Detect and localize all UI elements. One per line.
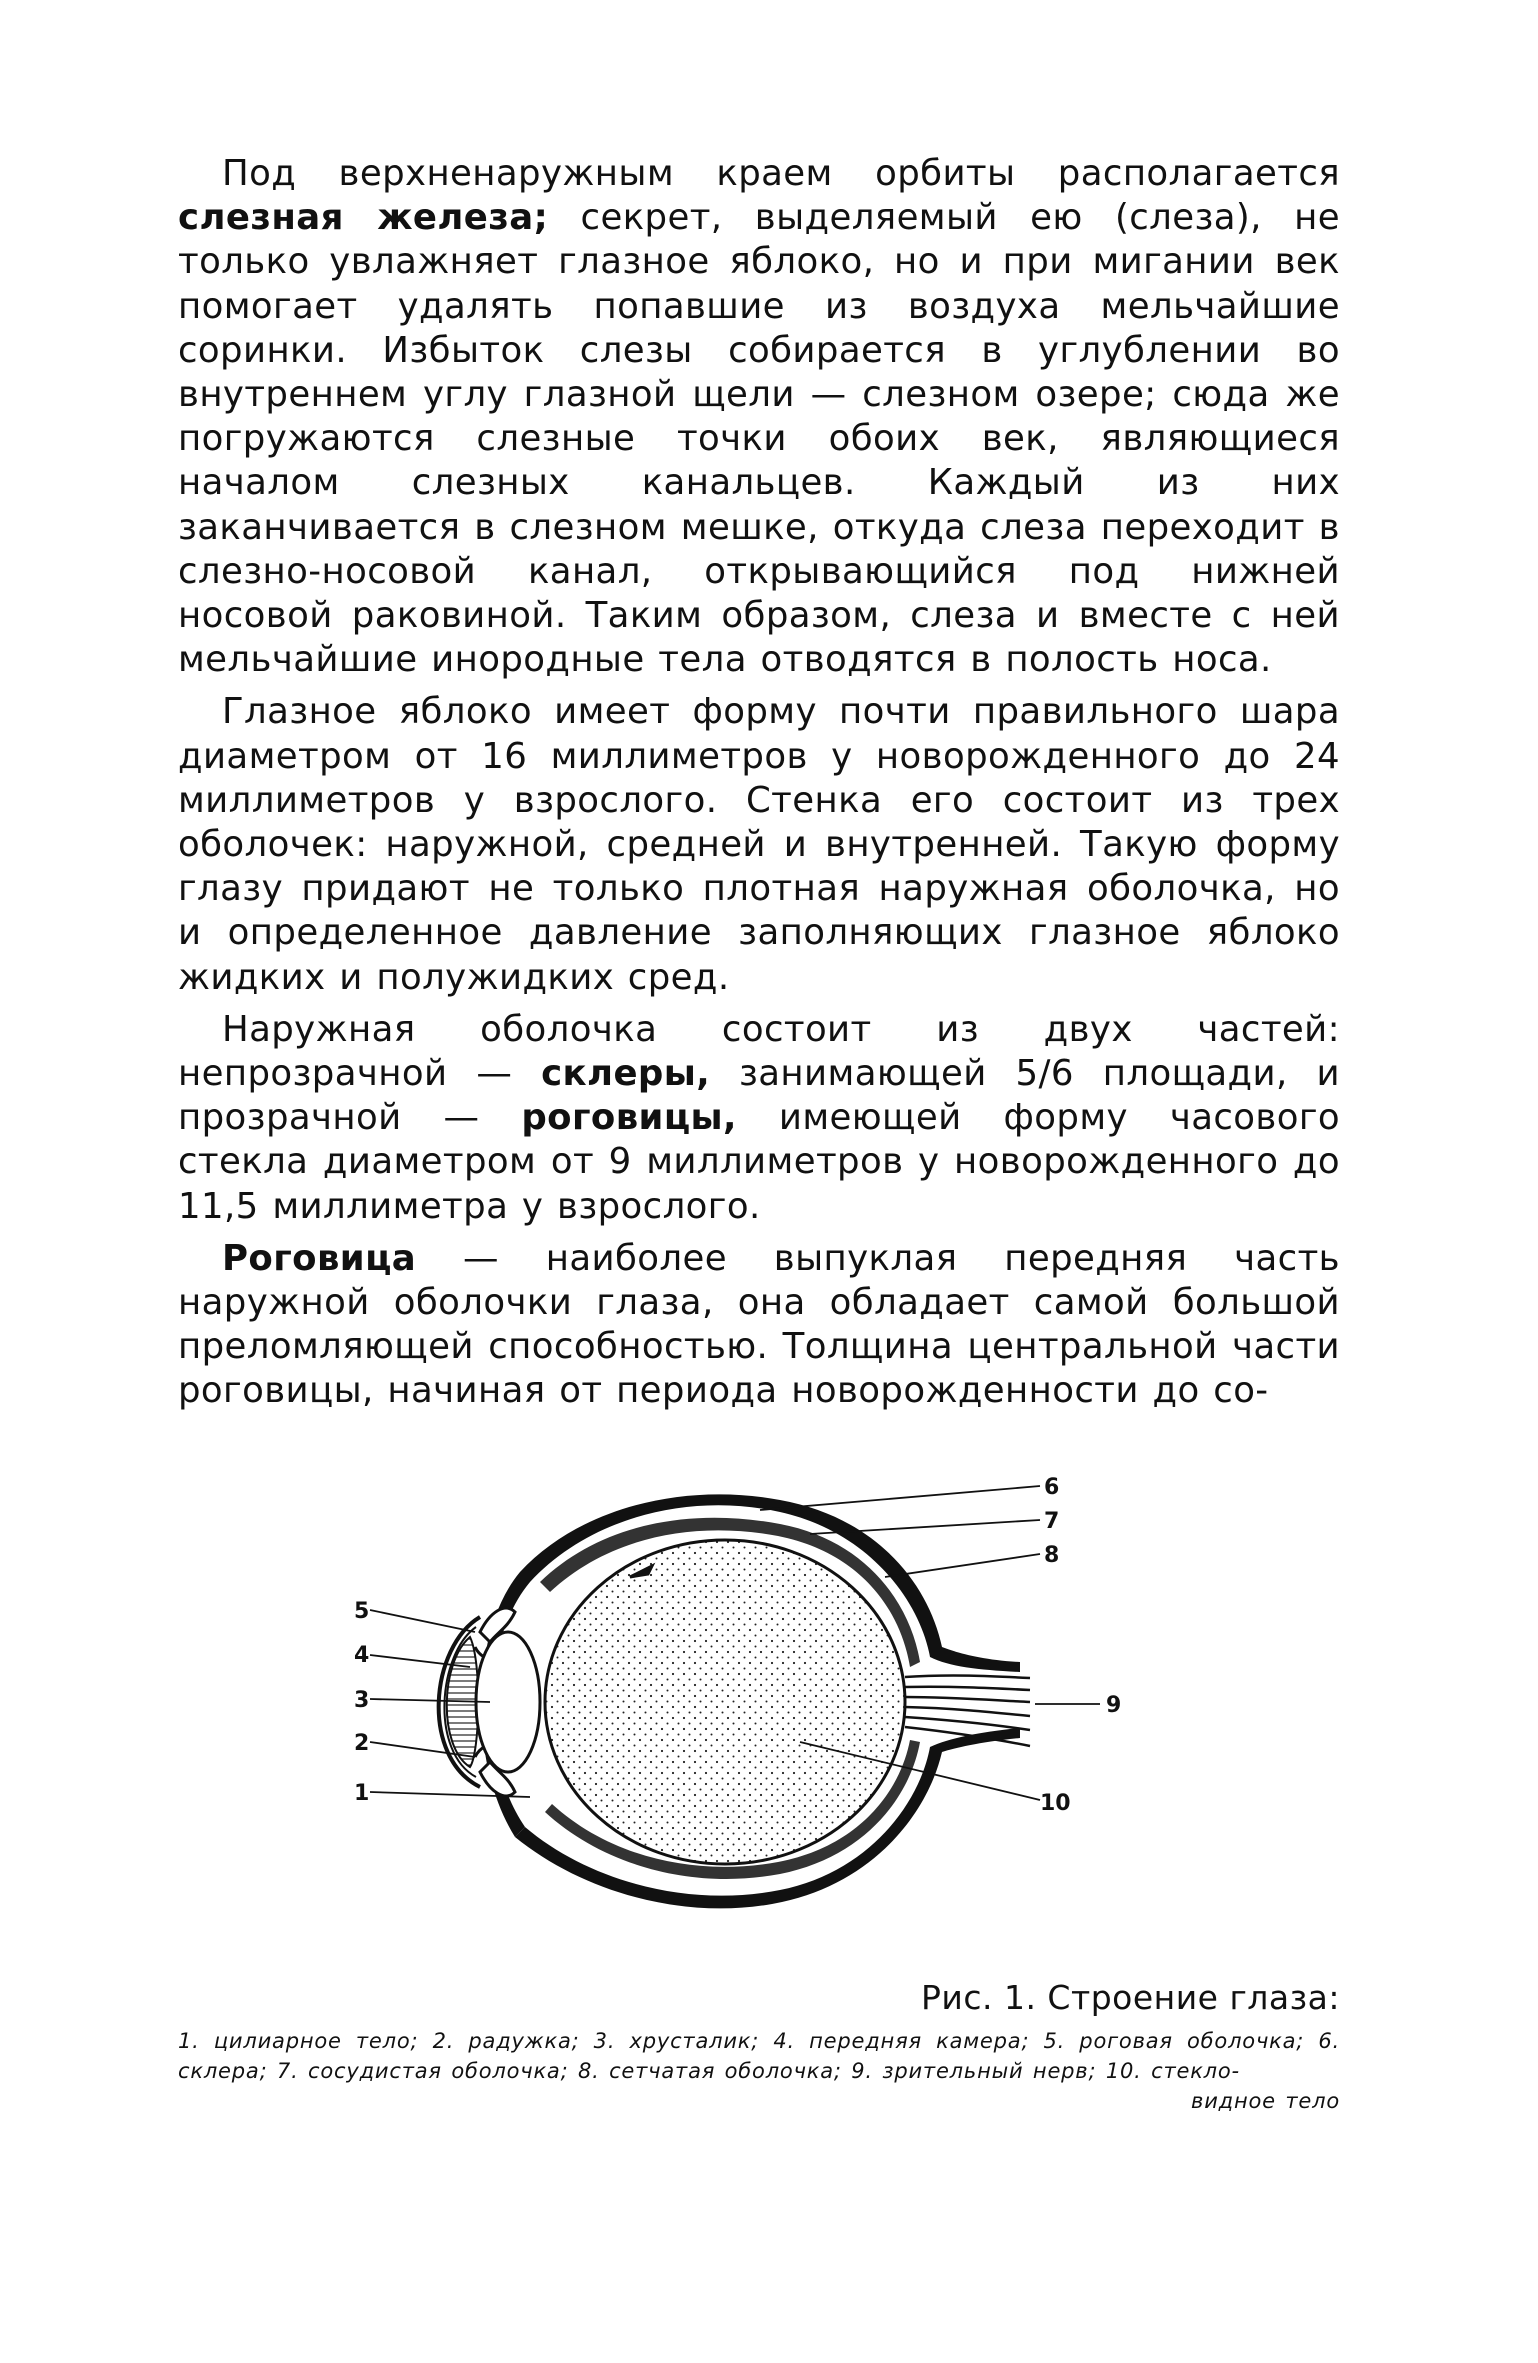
- label-5: 5: [354, 1599, 370, 1624]
- paragraph-lacrimal: Под верхненаружным краем орбиты располагается слезная железа; секрет, выделяемый ею (слеза), не только увлажняет глазное яблоко, но и при мигании век помогает удалять попавшие из воздуха мельчайшие соринки. Избыток слезы собирается в углублении во внутреннем углу глазной щели — слезном озере; сюда же погружаются слезные точки обоих век, являющиеся началом слезных канальцев. Каждый из них заканчивается в слезном мешке, откуда слеза переходит в слезно-носовой канал, открывающийся под нижней носовой раковиной. Таким образом, слеза и вместе с ней мельчайшие инородные тела отводятся в полость носа.: [178, 153, 1340, 681]
- term-sclera: склеры,: [541, 1053, 711, 1095]
- term-cornea: роговицы,: [521, 1097, 737, 1139]
- label-7: 7: [1044, 1509, 1060, 1534]
- label-3: 3: [354, 1688, 370, 1713]
- label-8: 8: [1044, 1543, 1060, 1568]
- paragraph-cornea: Роговица — наиболее выпуклая передняя часть наружной оболочки глаза, она обладает самой большой преломляющей способностью. Толщина центральной части роговицы, начиная от периода новорожденности до со-: [178, 1237, 1340, 1412]
- term-cornea-heading: Роговица: [222, 1237, 417, 1279]
- label-4: 4: [354, 1643, 370, 1668]
- label-6: 6: [1044, 1475, 1060, 1500]
- term-lacrimal-gland: слезная железа;: [178, 197, 549, 239]
- body-text: [178, 152, 1340, 1422]
- label-2: 2: [354, 1731, 370, 1756]
- eye-diagram-svg: [330, 1462, 1170, 1942]
- label-9: 9: [1106, 1693, 1122, 1718]
- paragraph-eyeball: Глазное яблоко имеет форму почти правильного шара диаметром от 16 миллиметров у новорожденного до 24 миллиметров у взрослого. Стенка его состоит из трех оболочек: наружной, средней и внутренней. Такую форму глазу придают не только плотная наружная оболочка, но и определенное давление заполняющих глазное яблоко жидких и полужидких сред.: [178, 691, 1340, 998]
- vitreous-body: [545, 1540, 905, 1864]
- figure-caption-legend: 1. цилиарное тело; 2. радужка; 3. хрусталик; 4. передняя камера; 5. роговая оболочка; 6. склера; 7. сосудистая оболочка; 8. сетчатая оболочка; 9. зрительный нерв; 10. стекло- видное тело: [178, 2029, 1340, 2113]
- label-1: 1: [354, 1781, 370, 1806]
- paragraph-outer-shell: Наружная оболочка состоит из двух частей: непрозрачной — склеры, занимающей 5/6 площади, и прозрачной — роговицы, имеющей форму часового стекла диаметром от 9 миллиметров у новорожденного до 11,5 миллиметра у взрослого.: [178, 1008, 1341, 1227]
- figure-caption-title: Рис. 1. Строение глаза:: [920, 1978, 1340, 2017]
- label-10: 10: [1040, 1791, 1071, 1816]
- eye-diagram: [330, 1462, 1170, 1942]
